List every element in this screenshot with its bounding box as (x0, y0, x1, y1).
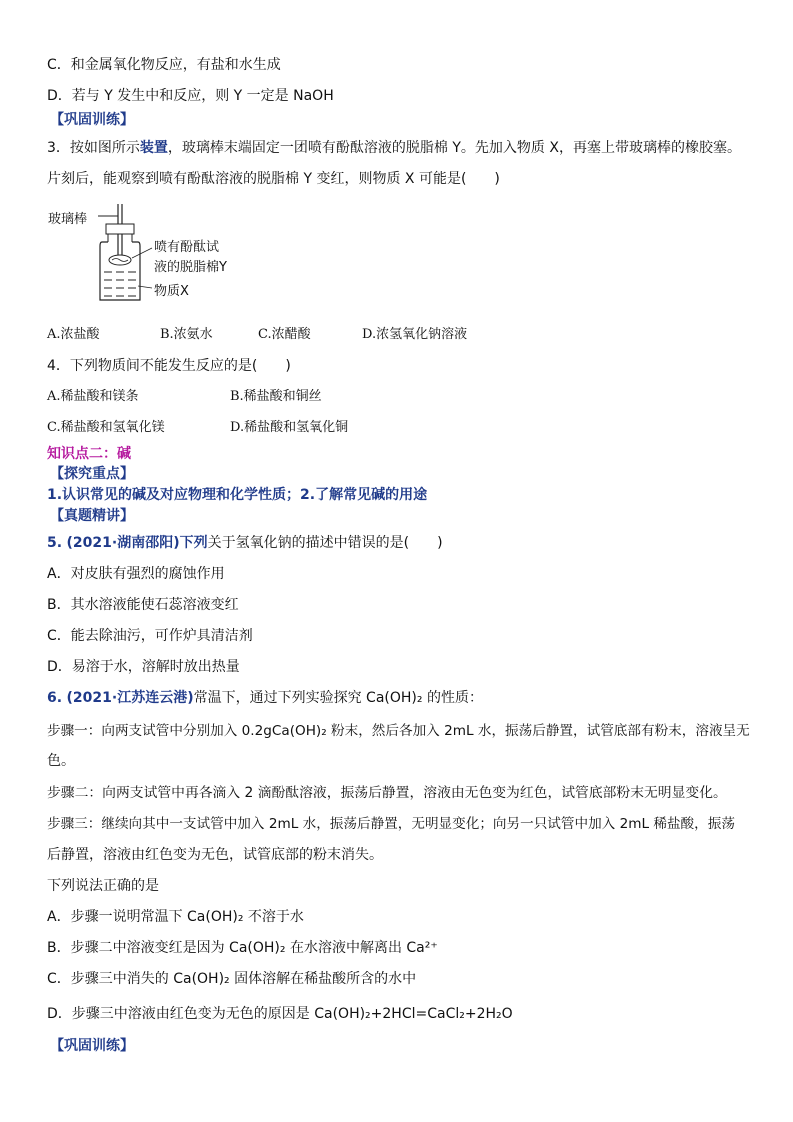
q5-option-a: A．对皮肤有强烈的腐蚀作用 (47, 566, 225, 582)
label-glass-rod: 玻璃棒 (48, 212, 88, 227)
q5-stem-text: 关于氢氧化钠的描述中错误的是( ) (207, 535, 443, 551)
q3-option-b: B.浓氨水 (160, 327, 213, 342)
q2-option-d: D．若与 Y 发生中和反应，则 Y 一定是 NaOH (47, 88, 334, 104)
q6-question: 下列说法正确的是 (47, 878, 159, 894)
q5-option-d: D．易溶于水，溶解时放出热量 (47, 659, 240, 675)
q4-option-b: B.稀盐酸和铜丝 (230, 389, 322, 404)
q3-option-c: C.浓醋酸 (258, 327, 311, 342)
q5-option-c: C．能去除油污，可作炉具清洁剂 (47, 628, 253, 644)
q6-stem (47, 688, 483, 708)
q5-number: 5. (47, 535, 63, 551)
section-heading-real-exam: 【真题精讲】 (50, 508, 134, 524)
q3-option-a: A.浓盐酸 (47, 327, 100, 342)
q6-option-b: B．步骤二中溶液变红是因为 Ca(OH)₂ 在水溶液中解离出 Ca²⁺ (47, 940, 438, 956)
section-heading-consolidate: 【巩固训练】 (50, 112, 134, 128)
label-cotton-line1: 喷有酚酞试 (154, 240, 220, 255)
q6-option-c: C．步骤三中消失的 Ca(OH)₂ 固体溶解在稀盐酸所含的水中 (47, 971, 417, 987)
explore-objectives: 1.认识常见的碱及对应物理和化学性质；2.了解常见碱的用途 (47, 487, 428, 503)
q6-option-a: A．步骤一说明常温下 Ca(OH)₂ 不溶于水 (47, 909, 304, 925)
q6-stem-text: 常温下，通过下列实验探究 Ca(OH)₂ 的性质： (193, 690, 483, 706)
q3-stem-suffix: ，玻璃棒末端固定一团喷有酚酞溶液的脱脂棉 Y。先加入物质 X，再塞上带玻璃棒的橡胶塞。 (167, 140, 741, 156)
q4-stem: 4．下列物质间不能发生反应的是( ) (47, 358, 291, 374)
q2-option-c: C．和金属氧化物反应，有盐和水生成 (47, 57, 281, 73)
q5-stem (47, 533, 443, 553)
q3-apparatus-diagram (40, 200, 300, 310)
q4-option-c: C.稀盐酸和氢氧化镁 (47, 420, 165, 435)
q4-option-d: D.稀盐酸和氢氧化铜 (230, 420, 349, 435)
q3-device-link[interactable]: 装置 (139, 140, 168, 156)
q5-option-b: B．其水溶液能使石蕊溶液变红 (47, 597, 239, 613)
q5-source: (2021·湖南邵阳) (66, 535, 180, 551)
q6-step3-line2: 后静置，溶液由红色变为无色，试管底部的粉末消失。 (47, 847, 383, 863)
q3-stem-line2: 片刻后，能观察到喷有酚酞溶液的脱脂棉 Y 变红，则物质 X 可能是( ) (47, 171, 500, 187)
q6-option-d: D．步骤三中溶液由红色变为无色的原因是 Ca(OH)₂+2HCl=CaCl₂+2H₂O (47, 1006, 513, 1022)
q4-option-a: A.稀盐酸和镁条 (47, 389, 139, 404)
q6-step2: 步骤二：向两支试管中再各滴入 2 滴酚酞溶液，振荡后静置，溶液由无色变为红色，试管底部粉末无明显变化。 (47, 785, 727, 801)
label-substance-x: 物质X (154, 284, 189, 299)
section-heading-explore: 【探究重点】 (50, 466, 134, 482)
q6-source: (2021·江苏连云港) (66, 690, 194, 706)
q6-step3-line1: 步骤三：继续向其中一支试管中加入 2mL 水，振荡后静置，无明显变化；向另一只试管中加入 2mL 稀盐酸，振荡 (47, 816, 735, 832)
q3-option-d: D.浓氢氧化钠溶液 (362, 327, 468, 342)
q5-source-tail: 下列 (179, 535, 208, 551)
q3-stem-line1 (47, 138, 741, 158)
q6-number: 6. (47, 690, 63, 706)
knowledge-point-heading: 知识点二：碱 (47, 446, 131, 462)
q6-step1-line1: 步骤一：向两支试管中分别加入 0.2gCa(OH)₂ 粉末，然后各加入 2mL 水，振荡后静置，试管底部有粉末，溶液呈无 (47, 723, 750, 739)
label-cotton-line2: 液的脱脂棉Y (154, 260, 227, 275)
q6-step1-line2: 色。 (47, 753, 75, 769)
q3-stem-prefix: 3．按如图所示 (47, 140, 140, 156)
section-heading-consolidate-2: 【巩固训练】 (50, 1038, 134, 1054)
